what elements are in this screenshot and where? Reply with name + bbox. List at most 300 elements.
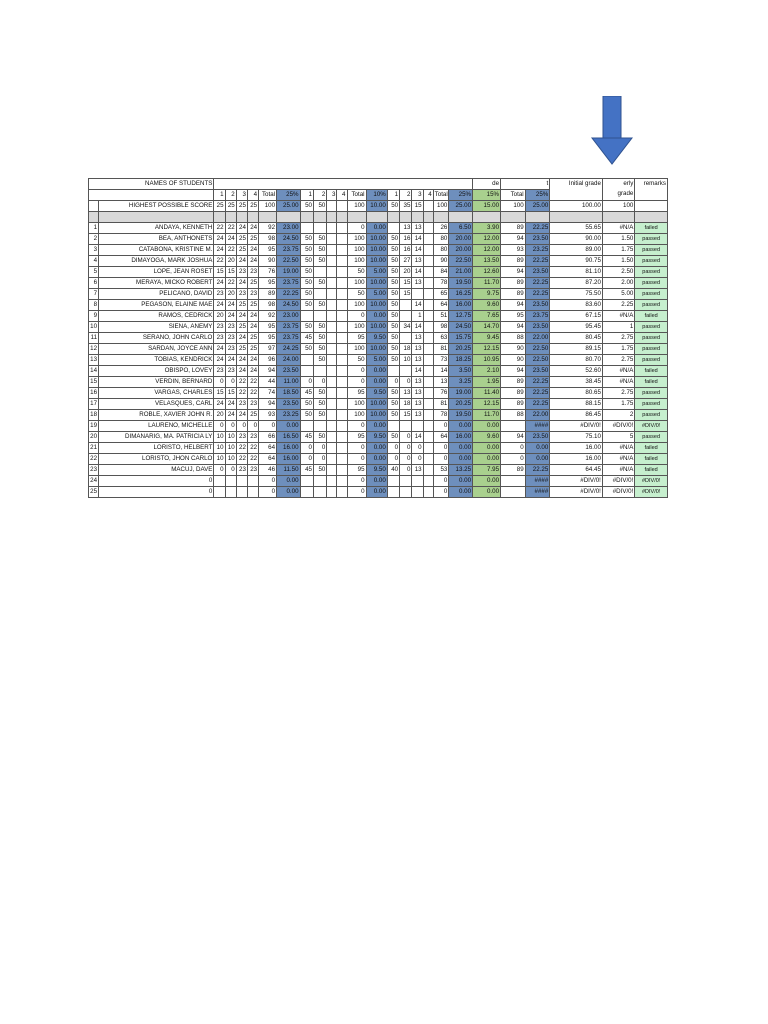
- score-cell[interactable]: [327, 311, 337, 322]
- score-cell[interactable]: 19.00: [277, 267, 301, 278]
- score-cell[interactable]: 15: [400, 289, 412, 300]
- score-cell[interactable]: 50: [387, 234, 399, 245]
- score-cell[interactable]: 24: [225, 399, 236, 410]
- score-cell[interactable]: 22.50: [449, 256, 473, 267]
- score-cell[interactable]: 0.00: [277, 421, 301, 432]
- score-cell[interactable]: 94: [501, 300, 526, 311]
- score-cell[interactable]: 0.00: [473, 454, 501, 465]
- score-cell[interactable]: 22: [225, 223, 236, 234]
- score-cell[interactable]: 14: [412, 300, 423, 311]
- quarterly-grade-cell[interactable]: 2.75: [602, 388, 634, 399]
- score-cell[interactable]: 0.00: [366, 311, 387, 322]
- score-cell[interactable]: [337, 377, 347, 388]
- score-cell[interactable]: 95: [259, 333, 277, 344]
- score-cell[interactable]: 14: [412, 322, 423, 333]
- score-cell[interactable]: [423, 377, 433, 388]
- score-cell[interactable]: 100: [347, 256, 366, 267]
- score-cell[interactable]: 10.00: [366, 300, 387, 311]
- score-cell[interactable]: [337, 454, 347, 465]
- score-cell[interactable]: [313, 476, 326, 487]
- score-cell[interactable]: 20: [214, 311, 225, 322]
- initial-grade-cell[interactable]: 89.15: [550, 344, 603, 355]
- score-cell[interactable]: 0.00: [473, 487, 501, 498]
- score-cell[interactable]: 0: [236, 421, 247, 432]
- score-cell[interactable]: [327, 234, 337, 245]
- score-cell[interactable]: 24.25: [277, 344, 301, 355]
- score-cell[interactable]: 23.25: [277, 410, 301, 421]
- score-cell[interactable]: [313, 421, 326, 432]
- score-cell[interactable]: 18: [400, 344, 412, 355]
- score-cell[interactable]: [423, 300, 433, 311]
- score-cell[interactable]: 23.25: [525, 245, 550, 256]
- score-cell[interactable]: 1.95: [473, 377, 501, 388]
- score-cell[interactable]: 24: [225, 234, 236, 245]
- score-cell[interactable]: 50: [387, 245, 399, 256]
- score-cell[interactable]: 50: [387, 278, 399, 289]
- score-cell[interactable]: 23: [236, 267, 247, 278]
- score-cell[interactable]: 25: [225, 201, 236, 212]
- score-cell[interactable]: 76: [259, 267, 277, 278]
- score-cell[interactable]: 13: [412, 355, 423, 366]
- score-cell[interactable]: [337, 344, 347, 355]
- score-cell[interactable]: 50: [313, 256, 326, 267]
- score-cell[interactable]: 18: [400, 399, 412, 410]
- score-cell[interactable]: 0: [214, 421, 225, 432]
- score-cell[interactable]: 16: [400, 245, 412, 256]
- score-cell[interactable]: [327, 223, 337, 234]
- score-cell[interactable]: 23.50: [525, 432, 550, 443]
- score-cell[interactable]: 35: [400, 201, 412, 212]
- score-cell[interactable]: 19.50: [449, 410, 473, 421]
- score-cell[interactable]: 50: [387, 399, 399, 410]
- score-cell[interactable]: 100: [501, 201, 526, 212]
- score-cell[interactable]: 0: [412, 454, 423, 465]
- score-cell[interactable]: [327, 432, 337, 443]
- score-cell[interactable]: [337, 476, 347, 487]
- score-cell[interactable]: 89: [501, 388, 526, 399]
- score-cell[interactable]: [337, 443, 347, 454]
- score-cell[interactable]: 50: [300, 289, 313, 300]
- score-cell[interactable]: 95: [347, 388, 366, 399]
- score-cell[interactable]: [313, 487, 326, 498]
- score-cell[interactable]: 25: [214, 201, 225, 212]
- score-cell[interactable]: 15.75: [449, 333, 473, 344]
- score-cell[interactable]: [412, 421, 423, 432]
- score-cell[interactable]: 0: [400, 443, 412, 454]
- score-cell[interactable]: 50: [313, 300, 326, 311]
- score-cell[interactable]: 15: [400, 278, 412, 289]
- score-cell[interactable]: 0.00: [366, 476, 387, 487]
- score-cell[interactable]: 24: [236, 256, 247, 267]
- score-cell[interactable]: 25: [247, 201, 258, 212]
- score-cell[interactable]: [423, 322, 433, 333]
- score-cell[interactable]: 23.75: [277, 278, 301, 289]
- score-cell[interactable]: [327, 366, 337, 377]
- score-cell[interactable]: 0.00: [525, 443, 550, 454]
- score-cell[interactable]: 15: [214, 388, 225, 399]
- score-cell[interactable]: 16.00: [277, 454, 301, 465]
- score-cell[interactable]: 50: [313, 355, 326, 366]
- score-cell[interactable]: [313, 267, 326, 278]
- score-cell[interactable]: 50: [347, 267, 366, 278]
- score-cell[interactable]: 51: [433, 311, 449, 322]
- score-cell[interactable]: [423, 278, 433, 289]
- score-cell[interactable]: 10: [214, 443, 225, 454]
- score-cell[interactable]: 50: [300, 344, 313, 355]
- student-name[interactable]: ROBLE, XAVIER JOHN R.: [99, 410, 214, 421]
- score-cell[interactable]: 9.75: [473, 289, 501, 300]
- score-cell[interactable]: 0.00: [366, 366, 387, 377]
- score-cell[interactable]: [423, 201, 433, 212]
- score-cell[interactable]: 95: [259, 278, 277, 289]
- score-cell[interactable]: 66: [259, 432, 277, 443]
- score-cell[interactable]: [337, 223, 347, 234]
- score-cell[interactable]: [327, 454, 337, 465]
- remarks-cell[interactable]: passed: [635, 267, 668, 278]
- score-cell[interactable]: 18.50: [277, 388, 301, 399]
- score-cell[interactable]: 78: [433, 278, 449, 289]
- score-cell[interactable]: 50: [300, 278, 313, 289]
- score-cell[interactable]: [423, 432, 433, 443]
- initial-grade-cell[interactable]: 81.10: [550, 267, 603, 278]
- score-cell[interactable]: 0.00: [366, 377, 387, 388]
- initial-grade-cell[interactable]: 89.00: [550, 245, 603, 256]
- score-cell[interactable]: 22: [236, 388, 247, 399]
- score-cell[interactable]: 0: [433, 487, 449, 498]
- score-cell[interactable]: [423, 421, 433, 432]
- score-cell[interactable]: 1: [412, 311, 423, 322]
- score-cell[interactable]: 23: [247, 465, 258, 476]
- score-cell[interactable]: 0: [347, 421, 366, 432]
- score-cell[interactable]: 0: [412, 443, 423, 454]
- score-cell[interactable]: 93: [501, 245, 526, 256]
- initial-grade-cell[interactable]: 90.75: [550, 256, 603, 267]
- student-name[interactable]: ANDAYA, KENNETH: [99, 223, 214, 234]
- score-cell[interactable]: 88: [501, 410, 526, 421]
- score-cell[interactable]: 9.50: [366, 388, 387, 399]
- score-cell[interactable]: 11.00: [277, 377, 301, 388]
- score-cell[interactable]: 76: [433, 388, 449, 399]
- score-cell[interactable]: 63: [433, 333, 449, 344]
- score-cell[interactable]: 100: [259, 201, 277, 212]
- score-cell[interactable]: 0.00: [277, 487, 301, 498]
- score-cell[interactable]: 50: [387, 256, 399, 267]
- score-cell[interactable]: [327, 421, 337, 432]
- score-cell[interactable]: [327, 278, 337, 289]
- score-cell[interactable]: 25: [236, 344, 247, 355]
- score-cell[interactable]: [327, 487, 337, 498]
- score-cell[interactable]: 10.00: [366, 245, 387, 256]
- score-cell[interactable]: 100.00: [550, 201, 603, 212]
- score-cell[interactable]: 95: [347, 432, 366, 443]
- score-cell[interactable]: 24: [236, 355, 247, 366]
- score-cell[interactable]: 23.50: [277, 399, 301, 410]
- score-cell[interactable]: 10.00: [366, 410, 387, 421]
- score-cell[interactable]: [247, 476, 258, 487]
- score-cell[interactable]: 22.25: [525, 465, 550, 476]
- score-cell[interactable]: 22: [214, 256, 225, 267]
- score-cell[interactable]: 50: [313, 201, 326, 212]
- score-cell[interactable]: 24: [214, 245, 225, 256]
- score-cell[interactable]: 50: [387, 388, 399, 399]
- score-cell[interactable]: 16: [400, 234, 412, 245]
- score-cell[interactable]: [327, 201, 337, 212]
- remarks-cell[interactable]: passed: [635, 333, 668, 344]
- score-cell[interactable]: 50: [300, 234, 313, 245]
- score-cell[interactable]: 23: [214, 289, 225, 300]
- initial-grade-cell[interactable]: 38.45: [550, 377, 603, 388]
- score-cell[interactable]: 0: [347, 311, 366, 322]
- score-cell[interactable]: 23.50: [525, 300, 550, 311]
- score-cell[interactable]: [337, 234, 347, 245]
- score-cell[interactable]: 50: [387, 333, 399, 344]
- score-cell[interactable]: 24: [247, 256, 258, 267]
- score-cell[interactable]: 0: [300, 443, 313, 454]
- student-name[interactable]: PEGASON, ELAINE MAE: [99, 300, 214, 311]
- score-cell[interactable]: 13: [412, 278, 423, 289]
- score-cell[interactable]: 0: [400, 432, 412, 443]
- score-cell[interactable]: 24: [247, 322, 258, 333]
- score-cell[interactable]: 15.00: [473, 201, 501, 212]
- score-cell[interactable]: 22: [247, 443, 258, 454]
- score-cell[interactable]: 16.00: [449, 300, 473, 311]
- score-cell[interactable]: [423, 289, 433, 300]
- score-cell[interactable]: [423, 245, 433, 256]
- score-cell[interactable]: ####: [525, 476, 550, 487]
- score-cell[interactable]: [337, 399, 347, 410]
- score-cell[interactable]: 7.65: [473, 311, 501, 322]
- student-name[interactable]: LORISTO, HELBERT: [99, 443, 214, 454]
- initial-grade-cell[interactable]: #DIV/0!: [550, 487, 603, 498]
- score-cell[interactable]: [337, 278, 347, 289]
- score-cell[interactable]: [225, 476, 236, 487]
- score-cell[interactable]: 23.50: [277, 366, 301, 377]
- score-cell[interactable]: 23: [236, 465, 247, 476]
- score-cell[interactable]: 89: [259, 289, 277, 300]
- score-cell[interactable]: 0.00: [366, 421, 387, 432]
- score-cell[interactable]: 22.50: [525, 355, 550, 366]
- score-cell[interactable]: 15: [225, 267, 236, 278]
- score-cell[interactable]: 23: [225, 366, 236, 377]
- score-cell[interactable]: 25: [236, 300, 247, 311]
- score-cell[interactable]: [387, 366, 399, 377]
- score-cell[interactable]: 50: [300, 399, 313, 410]
- student-name[interactable]: DIMAYOGA, MARK JOSHUA: [99, 256, 214, 267]
- quarterly-grade-cell[interactable]: 2.25: [602, 300, 634, 311]
- quarterly-grade-cell[interactable]: 2.75: [602, 333, 634, 344]
- score-cell[interactable]: 0.00: [366, 443, 387, 454]
- score-cell[interactable]: 24: [247, 366, 258, 377]
- score-cell[interactable]: 11.50: [277, 465, 301, 476]
- student-name[interactable]: 0: [99, 487, 214, 498]
- score-cell[interactable]: 23: [236, 289, 247, 300]
- score-cell[interactable]: 50: [387, 201, 399, 212]
- score-cell[interactable]: 10: [214, 454, 225, 465]
- remarks-cell[interactable]: passed: [635, 355, 668, 366]
- score-cell[interactable]: 22: [225, 245, 236, 256]
- score-cell[interactable]: 65: [433, 289, 449, 300]
- score-cell[interactable]: 100: [347, 234, 366, 245]
- initial-grade-cell[interactable]: #DIV/0!: [550, 421, 603, 432]
- remarks-cell[interactable]: failed: [635, 465, 668, 476]
- score-cell[interactable]: 22.00: [525, 333, 550, 344]
- student-name[interactable]: LORISTO, JHON CARLO: [99, 454, 214, 465]
- score-cell[interactable]: 23.75: [277, 322, 301, 333]
- score-cell[interactable]: 64: [433, 300, 449, 311]
- score-cell[interactable]: 13: [412, 333, 423, 344]
- score-cell[interactable]: 24.50: [277, 300, 301, 311]
- score-cell[interactable]: 20.00: [449, 234, 473, 245]
- score-cell[interactable]: [300, 421, 313, 432]
- score-cell[interactable]: [337, 300, 347, 311]
- score-cell[interactable]: [387, 487, 399, 498]
- score-cell[interactable]: [327, 344, 337, 355]
- score-cell[interactable]: [337, 487, 347, 498]
- score-cell[interactable]: 20.00: [449, 245, 473, 256]
- score-cell[interactable]: 19.50: [449, 278, 473, 289]
- score-cell[interactable]: 90: [433, 256, 449, 267]
- score-cell[interactable]: 14: [412, 366, 423, 377]
- score-cell[interactable]: 74: [259, 388, 277, 399]
- student-name[interactable]: SARDAN, JOYCE ANN: [99, 344, 214, 355]
- score-cell[interactable]: [337, 465, 347, 476]
- score-cell[interactable]: 22: [236, 377, 247, 388]
- score-cell[interactable]: 50: [387, 344, 399, 355]
- score-cell[interactable]: 84: [433, 267, 449, 278]
- score-cell[interactable]: [327, 443, 337, 454]
- score-cell[interactable]: 3.50: [449, 366, 473, 377]
- score-cell[interactable]: 100: [347, 344, 366, 355]
- remarks-cell[interactable]: passed: [635, 388, 668, 399]
- score-cell[interactable]: 23: [225, 333, 236, 344]
- remarks-cell[interactable]: passed: [635, 300, 668, 311]
- quarterly-grade-cell[interactable]: 1: [602, 322, 634, 333]
- score-cell[interactable]: 80: [433, 245, 449, 256]
- score-cell[interactable]: 9.50: [366, 432, 387, 443]
- score-cell[interactable]: 0: [214, 465, 225, 476]
- score-cell[interactable]: 10: [225, 432, 236, 443]
- score-cell[interactable]: 22.25: [525, 289, 550, 300]
- score-cell[interactable]: [247, 487, 258, 498]
- score-cell[interactable]: 25: [247, 410, 258, 421]
- score-cell[interactable]: 98: [259, 234, 277, 245]
- score-cell[interactable]: 5.00: [366, 355, 387, 366]
- score-cell[interactable]: 16.25: [449, 289, 473, 300]
- remarks-cell[interactable]: #DIV/0!: [635, 487, 668, 498]
- score-cell[interactable]: [327, 300, 337, 311]
- score-cell[interactable]: 14: [412, 245, 423, 256]
- score-cell[interactable]: 0: [433, 443, 449, 454]
- score-cell[interactable]: 78: [433, 410, 449, 421]
- score-cell[interactable]: 100: [347, 278, 366, 289]
- score-cell[interactable]: [423, 410, 433, 421]
- score-cell[interactable]: 0.00: [473, 443, 501, 454]
- score-cell[interactable]: 50: [387, 410, 399, 421]
- score-cell[interactable]: 23: [247, 289, 258, 300]
- score-cell[interactable]: [327, 322, 337, 333]
- score-cell[interactable]: [412, 289, 423, 300]
- score-cell[interactable]: 97: [259, 344, 277, 355]
- score-cell[interactable]: 0: [313, 377, 326, 388]
- score-cell[interactable]: 25.00: [525, 201, 550, 212]
- score-cell[interactable]: 23.50: [525, 267, 550, 278]
- score-cell[interactable]: 10: [225, 454, 236, 465]
- score-cell[interactable]: 24: [236, 333, 247, 344]
- score-cell[interactable]: 13: [412, 223, 423, 234]
- quarterly-grade-cell[interactable]: #DIV/0!: [602, 421, 634, 432]
- score-cell[interactable]: 0: [347, 377, 366, 388]
- initial-grade-cell[interactable]: 75.50: [550, 289, 603, 300]
- initial-grade-cell[interactable]: 80.65: [550, 388, 603, 399]
- quarterly-grade-cell[interactable]: 2: [602, 410, 634, 421]
- score-cell[interactable]: 0: [501, 443, 526, 454]
- score-cell[interactable]: 94: [501, 234, 526, 245]
- remarks-cell[interactable]: passed: [635, 399, 668, 410]
- score-cell[interactable]: 50: [313, 410, 326, 421]
- score-cell[interactable]: 24: [225, 355, 236, 366]
- score-cell[interactable]: 10.00: [366, 278, 387, 289]
- score-cell[interactable]: [214, 476, 225, 487]
- score-cell[interactable]: 98: [433, 322, 449, 333]
- score-cell[interactable]: 5.00: [366, 267, 387, 278]
- score-cell[interactable]: [300, 223, 313, 234]
- score-cell[interactable]: 100: [347, 410, 366, 421]
- score-cell[interactable]: 16.50: [277, 432, 301, 443]
- student-name[interactable]: SERANO, JOHN CARLO: [99, 333, 214, 344]
- score-cell[interactable]: 0: [313, 443, 326, 454]
- score-cell[interactable]: 0: [247, 421, 258, 432]
- score-cell[interactable]: [501, 421, 526, 432]
- score-cell[interactable]: 19.00: [449, 388, 473, 399]
- score-cell[interactable]: 24: [214, 355, 225, 366]
- score-cell[interactable]: 22.25: [525, 278, 550, 289]
- score-cell[interactable]: 64: [259, 443, 277, 454]
- score-cell[interactable]: 22.00: [525, 410, 550, 421]
- score-cell[interactable]: 50: [313, 432, 326, 443]
- score-cell[interactable]: 89: [501, 289, 526, 300]
- score-cell[interactable]: 50: [300, 410, 313, 421]
- score-cell[interactable]: 50: [387, 432, 399, 443]
- score-cell[interactable]: [423, 267, 433, 278]
- score-cell[interactable]: 23: [247, 399, 258, 410]
- score-cell[interactable]: [423, 487, 433, 498]
- quarterly-grade-cell[interactable]: #N/A: [602, 311, 634, 322]
- score-cell[interactable]: 100: [347, 300, 366, 311]
- score-cell[interactable]: [327, 355, 337, 366]
- score-cell[interactable]: 24: [225, 410, 236, 421]
- score-cell[interactable]: [400, 300, 412, 311]
- initial-grade-cell[interactable]: 16.00: [550, 443, 603, 454]
- score-cell[interactable]: 100: [347, 399, 366, 410]
- score-cell[interactable]: [313, 311, 326, 322]
- score-cell[interactable]: [337, 388, 347, 399]
- score-cell[interactable]: 3.25: [449, 377, 473, 388]
- score-cell[interactable]: 12.00: [473, 234, 501, 245]
- score-cell[interactable]: 0: [225, 465, 236, 476]
- score-cell[interactable]: 13: [412, 377, 423, 388]
- score-cell[interactable]: [337, 311, 347, 322]
- score-cell[interactable]: 9.45: [473, 333, 501, 344]
- score-cell[interactable]: 94: [501, 366, 526, 377]
- score-cell[interactable]: [635, 201, 668, 212]
- score-cell[interactable]: 9.50: [366, 465, 387, 476]
- score-cell[interactable]: [300, 311, 313, 322]
- score-cell[interactable]: 13.25: [449, 465, 473, 476]
- score-cell[interactable]: 9.60: [473, 300, 501, 311]
- score-cell[interactable]: [423, 443, 433, 454]
- score-cell[interactable]: 25.00: [449, 201, 473, 212]
- score-cell[interactable]: 16.00: [277, 443, 301, 454]
